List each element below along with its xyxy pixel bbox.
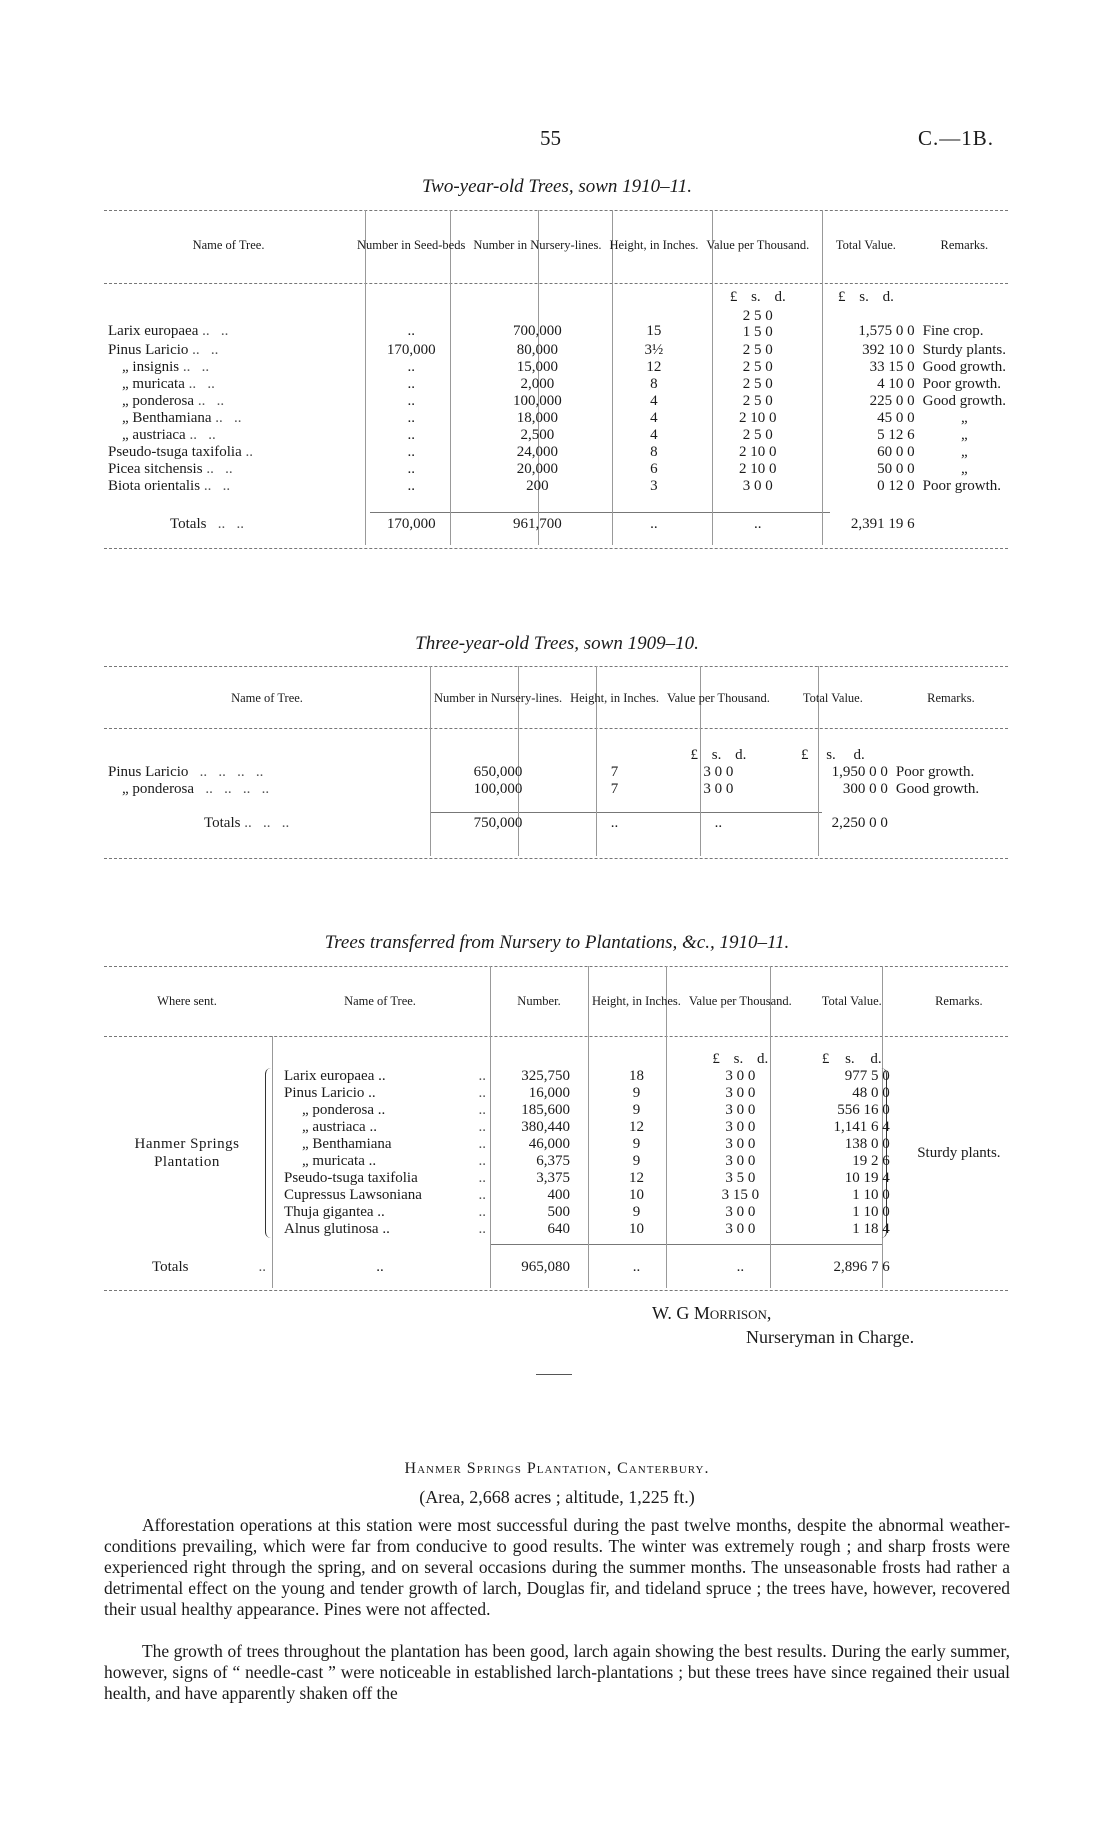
height-value: 3½: [644, 342, 664, 358]
tree-name: „ Benthamiana ..: [302, 1136, 486, 1152]
table1-totals-row: [104, 495, 1010, 533]
value-per-thousand: 2 5 0 1 5 0: [742, 308, 773, 340]
table1-top-rule: [104, 210, 1008, 211]
total-value: 50 0 0: [877, 461, 915, 477]
tree-name: Pseudo-tsuga taxifolia ..: [284, 1170, 486, 1186]
height-value: 6: [650, 461, 658, 477]
table2-bottom-rule: [104, 858, 1008, 859]
tree-name: „ muricata .. ..: [122, 376, 215, 392]
table3-title: Trees transferred from Nursery to Plantations, &c., 1910–11.: [324, 932, 790, 953]
value-per-thousand: 3 0 0: [725, 1204, 756, 1220]
col-name-of-tree: Name of Tree.: [344, 993, 416, 1008]
seed-beds-value: ..: [407, 323, 415, 339]
totals-height: ..: [632, 1259, 641, 1275]
remarks: Poor growth.: [922, 376, 1001, 392]
remarks: Good growth.: [922, 393, 1006, 409]
tree-name: Alnus glutinosa .. ..: [284, 1221, 486, 1237]
number-value: 640: [547, 1221, 570, 1237]
col-name-of-tree: Name of Tree.: [192, 237, 265, 252]
value-per-thousand: 3 0 0: [725, 1153, 756, 1169]
table-row: [104, 427, 1010, 444]
height-value: 9: [632, 1085, 641, 1101]
value-per-thousand: 2 5 0: [742, 393, 773, 409]
height-value: 8: [650, 376, 658, 392]
table2-currency-row: [104, 726, 1010, 764]
total-value: 4 10 0: [877, 376, 915, 392]
table1: [104, 214, 1010, 533]
tree-name: Pinus Laricio .. ..: [284, 1085, 486, 1101]
value-per-thousand: 3 0 0: [703, 764, 734, 780]
total-value: 19 2 6: [852, 1153, 890, 1169]
nursery-value: 15,000: [516, 359, 559, 375]
height-value: 12: [628, 1119, 644, 1135]
total-value: 1,141 6 4: [833, 1119, 890, 1135]
number-value: 500: [547, 1204, 570, 1220]
totals-nursery: 750,000: [473, 815, 523, 831]
tree-name: Thuja gigantea .. ..: [284, 1204, 486, 1220]
table2-header-row: [104, 670, 1010, 726]
height-value: 9: [632, 1153, 641, 1169]
table3-totals-row: [104, 1238, 1010, 1276]
nursery-value: 100,000: [473, 781, 523, 797]
remarks: Sturdy plants.: [917, 1145, 1001, 1161]
tree-name: Pinus Laricio .. .. .. ..: [108, 764, 264, 780]
table-row: [104, 1068, 1010, 1085]
total-value: 300 0 0: [842, 781, 888, 797]
nursery-value: 24,000: [516, 444, 559, 460]
height-value: 12: [628, 1170, 644, 1186]
value-per-thousand: 2 10 0: [739, 444, 777, 460]
table2: [104, 670, 1010, 832]
col-nursery-lines: Number in Nursery-lines.: [473, 237, 602, 252]
totals-height: ..: [610, 815, 619, 831]
currency-label: £ s. d.: [838, 289, 894, 305]
table2-title: Three-year-old Trees, sown 1909–10.: [415, 633, 699, 654]
col-nursery-lines: Number in Nursery-lines.: [434, 690, 563, 705]
value-per-thousand: 3 0 0: [742, 478, 773, 494]
height-value: 4: [650, 427, 658, 443]
height-value: 3: [650, 478, 658, 494]
page-number: 55: [540, 126, 561, 150]
total-value: 1,950 0 0: [831, 764, 888, 780]
nursery-value: 18,000: [516, 410, 559, 426]
seed-beds-value: ..: [407, 359, 415, 375]
nursery-value: 200: [526, 478, 549, 494]
signature-name: W. G Morrison,: [652, 1303, 772, 1323]
total-value: 556 16 0: [837, 1102, 890, 1118]
remarks: „: [960, 461, 968, 477]
col-height: Height, in Inches.: [570, 690, 659, 705]
value-per-thousand: 3 15 0: [721, 1187, 760, 1203]
number-value: 6,375: [536, 1153, 570, 1169]
number-value: 185,600: [521, 1102, 570, 1118]
totals-total-value: 2,896 7 6: [833, 1259, 890, 1275]
tree-name: „ ponderosa .. .. .. ..: [122, 781, 270, 797]
remarks: Fine crop.: [922, 323, 984, 339]
table2-totals-row: [104, 798, 1010, 832]
total-value: 1,575 0 0: [858, 323, 915, 339]
tree-name: „ insignis .. ..: [122, 359, 210, 375]
seed-beds-value: ..: [407, 461, 415, 477]
table-row: [104, 764, 1010, 781]
value-per-thousand: 3 0 0: [725, 1068, 756, 1084]
total-value: 48 0 0: [852, 1085, 890, 1101]
table-row: [104, 478, 1010, 495]
tree-name: „ ponderosa .. ..: [302, 1102, 486, 1118]
tree-name: Biota orientalis .. ..: [108, 478, 231, 494]
currency-label: £ s. d.: [800, 747, 865, 763]
totals-number: 965,080: [521, 1259, 570, 1275]
tree-name: „ Benthamiana .. ..: [122, 410, 242, 426]
paragraph: Afforestation operations at this station were most successful during the past twelve months, despite the abnormal weather-conditions prevailing, which were far from conducive to good results. The winter was extremely rough ; and sharp frosts were experienced right through the spring, and on several occasions during the summer months. The unseasonable frosts had rather a detrimental effect on the young and tender growth of larch, Douglas fir, and tideland spruce ; the trees have, however, recovered their usual healthy appearance. Pines were not affected.: [104, 1515, 1010, 1619]
seed-beds-value: ..: [407, 444, 415, 460]
nursery-value: 700,000: [513, 323, 562, 339]
remarks: Poor growth.: [895, 764, 975, 780]
col-value-per-thousand: Value per Thousand.: [666, 690, 770, 705]
table1-bottom-rule: [104, 548, 1008, 549]
table-row: [104, 340, 1010, 359]
remarks: Good growth.: [895, 781, 980, 797]
total-value: 60 0 0: [877, 444, 915, 460]
total-value: 1 10 0: [852, 1187, 890, 1203]
total-value: 10 19 4: [844, 1170, 890, 1186]
tree-name: Pseudo-tsuga taxifolia ..: [108, 444, 253, 460]
totals-value-per-thousand: ..: [736, 1259, 745, 1275]
tree-name: „ austriaca .. ..: [302, 1119, 486, 1135]
height-value: 10: [628, 1187, 644, 1203]
remarks: Sturdy plants.: [922, 342, 1006, 358]
page-code: C.—1B.: [917, 126, 994, 150]
height-value: 4: [650, 393, 658, 409]
height-value: 10: [628, 1221, 644, 1237]
number-value: 46,000: [528, 1136, 570, 1152]
tree-name: „ austriaca .. ..: [122, 427, 216, 443]
col-total-value: Total Value.: [821, 993, 882, 1008]
currency-label: £ s. d.: [821, 1051, 882, 1067]
table1-currency-row: [104, 276, 1010, 306]
nursery-value: 100,000: [513, 393, 562, 409]
table-row: [104, 781, 1010, 798]
paragraph: The growth of trees throughout the plantation has been good, larch again showing the best results. During the early summer, however, signs of “ needle-cast ” were noticeable in established larch-plantations ; but these trees have since regained their usual health, and have apparently shaken off the: [104, 1641, 1010, 1703]
total-value: 45 0 0: [877, 410, 915, 426]
col-value-per-thousand: Value per Thousand.: [706, 237, 810, 252]
value-per-thousand: 3 0 0: [725, 1102, 756, 1118]
totals-total-value: 2,250 0 0: [831, 815, 888, 831]
table-row: [104, 359, 1010, 376]
value-per-thousand: 2 10 0: [739, 410, 777, 426]
tree-name: „ muricata .. ..: [302, 1153, 486, 1169]
total-value: 5 12 6: [877, 427, 915, 443]
currency-label: £ s. d.: [690, 747, 747, 763]
remarks: Poor growth.: [922, 478, 1001, 494]
nursery-value: 2,500: [520, 427, 555, 443]
totals-height: ..: [650, 516, 658, 532]
value-per-thousand: 2 10 0: [739, 461, 777, 477]
remarks: „: [960, 410, 968, 426]
separator-ornament: [536, 1374, 572, 1375]
seed-beds-value: 170,000: [386, 342, 436, 358]
totals-label: Totals .. ..: [170, 516, 244, 532]
nursery-value: 80,000: [516, 342, 559, 358]
height-value: 9: [632, 1136, 641, 1152]
totals-total-value: 2,391 19 6: [850, 516, 915, 532]
col-name-of-tree: Name of Tree.: [231, 690, 303, 705]
height-value: 7: [610, 764, 619, 780]
value-per-thousand: 2 5 0: [742, 427, 773, 443]
total-value: 977 5 0: [844, 1068, 890, 1084]
col-total-value: Total Value.: [802, 690, 863, 705]
number-value: 400: [547, 1187, 570, 1203]
nursery-value: 2,000: [520, 376, 555, 392]
number-value: 325,750: [521, 1068, 570, 1084]
tree-name: Cupressus Lawsoniana ..: [284, 1187, 486, 1203]
table3-currency-row: [104, 1032, 1010, 1068]
total-value: 225 0 0: [869, 393, 915, 409]
totals-name: ..: [376, 1259, 384, 1275]
table3: [104, 970, 1010, 1276]
table-row: [104, 461, 1010, 478]
value-per-thousand: 3 0 0: [725, 1119, 756, 1135]
col-remarks: Remarks.: [927, 690, 975, 705]
height-value: 9: [632, 1204, 641, 1220]
table-row: [104, 376, 1010, 393]
total-value: 1 18 4: [852, 1221, 890, 1237]
remarks: Good growth.: [922, 359, 1006, 375]
totals-value-per-thousand: ..: [754, 516, 762, 532]
number-value: 16,000: [528, 1085, 570, 1101]
height-value: 4: [650, 410, 658, 426]
remarks: „: [960, 427, 968, 443]
tree-name: Larix europaea .. ..: [284, 1068, 486, 1084]
totals-label: Totals .. .. ..: [204, 815, 290, 831]
value-per-thousand: 2 5 0: [742, 376, 773, 392]
number-value: 3,375: [536, 1170, 570, 1186]
col-total-value: Total Value.: [835, 237, 896, 252]
table1-header-row: [104, 214, 1010, 276]
totals-value-per-thousand: ..: [714, 815, 723, 831]
table3-header-row: [104, 970, 1010, 1032]
value-per-thousand: 3 5 0: [725, 1170, 756, 1186]
signature-title: Nurseryman in Charge.: [746, 1327, 915, 1347]
col-remarks: Remarks.: [935, 993, 983, 1008]
value-per-thousand: 2 5 0: [742, 342, 773, 358]
value-per-thousand: 3 0 0: [703, 781, 734, 797]
value-per-thousand: 3 0 0: [725, 1221, 756, 1237]
seed-beds-value: ..: [407, 393, 415, 409]
seed-beds-value: ..: [407, 376, 415, 392]
col-number: Number.: [517, 993, 561, 1008]
tree-name: Pinus Laricio .. ..: [108, 342, 219, 358]
total-value: 0 12 0: [877, 478, 915, 494]
nursery-value: 650,000: [473, 764, 523, 780]
height-value: 7: [610, 781, 619, 797]
section-subheading: (Area, 2,668 acres ; altitude, 1,225 ft.): [419, 1487, 695, 1507]
col-value-per-thousand: Value per Thousand.: [688, 993, 792, 1008]
seed-beds-value: ..: [407, 410, 415, 426]
totals-label: Totals ..: [152, 1259, 266, 1275]
col-where-sent: Where sent.: [157, 993, 217, 1008]
table3-top-rule: [104, 966, 1008, 967]
height-value: 9: [632, 1102, 641, 1118]
totals-nursery: 961,700: [513, 516, 562, 532]
total-value: 1 10 0: [852, 1204, 890, 1220]
total-value: 138 0 0: [844, 1136, 890, 1152]
totals-seed-beds: 170,000: [386, 516, 436, 532]
table-row: [104, 444, 1010, 461]
value-per-thousand: 2 5 0: [742, 359, 773, 375]
where-sent: Hanmer Springs Plantation: [134, 1136, 240, 1170]
tree-name: Picea sitchensis .. ..: [108, 461, 233, 477]
table-row: [104, 393, 1010, 410]
remarks: „: [960, 444, 968, 460]
section-heading: Hanmer Springs Plantation, Canterbury.: [404, 1460, 710, 1477]
tree-name: „ ponderosa .. ..: [122, 393, 225, 409]
height-value: 8: [650, 444, 658, 460]
table-row: [104, 410, 1010, 427]
value-per-thousand: 3 0 0: [725, 1136, 756, 1152]
nursery-value: 20,000: [516, 461, 559, 477]
total-value: 392 10 0: [862, 342, 915, 358]
seed-beds-value: ..: [407, 478, 415, 494]
height-value: 12: [646, 359, 662, 375]
table-row: [104, 306, 1010, 340]
value-per-thousand: 3 0 0: [725, 1085, 756, 1101]
table1-title: Two-year-old Trees, sown 1910–11.: [421, 176, 693, 197]
col-seed-beds: Number in Seed-beds: [357, 237, 466, 252]
col-height: Height, in Inches.: [592, 993, 681, 1008]
table2-top-rule: [104, 666, 1008, 667]
number-value: 380,440: [521, 1119, 570, 1135]
table3-bottom-rule: [104, 1290, 1008, 1291]
currency-label: £ s. d.: [712, 1051, 769, 1067]
currency-label: £ s. d.: [729, 289, 786, 305]
tree-name: Larix europaea .. ..: [108, 323, 229, 339]
height-value: 15: [646, 323, 662, 339]
col-height: Height, in Inches.: [609, 237, 699, 252]
height-value: 18: [628, 1068, 644, 1084]
total-value: 33 15 0: [869, 359, 915, 375]
col-remarks: Remarks.: [940, 237, 989, 252]
seed-beds-value: ..: [407, 427, 415, 443]
